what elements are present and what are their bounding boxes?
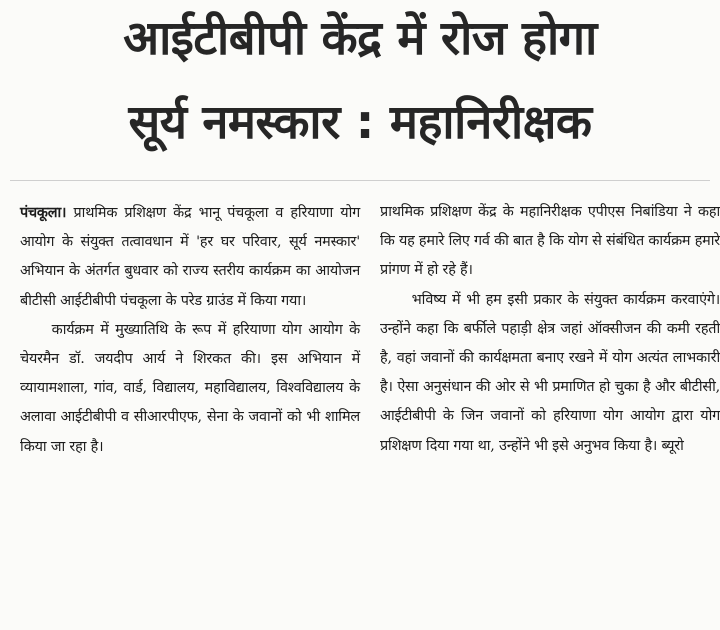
article-paragraph: कार्यक्रम में मुख्यातिथि के रूप में हरियाणा योग आयोग के चेयरमैन डॉ. जयदीप आर्य ने शिरकत की। इस अभियान में व्यायामशाला, गांव, वार्ड, विद्यालय, महाविद्यालय, विश्वविद्यालय के अलावा आईटीबीपी व सीआरपीएफ, सेना के जवानों को भी शामिल किया जा रहा है। [20,321,360,455]
article-paragraph: प्राथमिक प्रशिक्षण केंद्र के महानिरीक्षक एपीएस निबांडिया ने कहा कि यह हमारे लिए गर्व की बात है कि योग से संबंधित कार्यक्रम हमारे प्रांगण में हो रहे हैं। [380,204,720,279]
article-paragraph [20,198,360,316]
headline-divider [10,180,710,181]
paragraph-text: प्राथमिक प्रशिक्षण केंद्र भानू पंचकूला व हरियाणा योग आयोग के संयुक्त तत्वावधान में 'हर घर परिवार, सूर्य नमस्कार' अभियान के अंतर्गत बुधवार को राज्य स्तरीय कार्यक्रम का आयोजन बीटीसी आईटीबीपी पंचकूला के परेड ग्राउंड में किया गया। [20,205,360,309]
dateline: पंचकूला। [20,204,67,221]
article-paragraph: भविष्य में भी हम इसी प्रकार के संयुक्त कार्यक्रम करवाएंगे। उन्होंने कहा कि बर्फीले पहाड़ी क्षेत्र जहां ऑक्सीजन की कमी रहती है, वहां जवानों की कार्यक्षमता बनाए रखने में योग अत्यंत लाभकारी है। ऐसा अनुसंधान की ओर से भी प्रमाणित हो चुका है और बीटीसी, आईटीबीपी के जिन जवानों को हरियाणा योग आयोग द्वारा योग प्रशिक्षण दिया गया था, उन्होंने भी इसे अनुभव किया है। ब्यूरो [380,291,720,454]
headline-line-1: आईटीबीपी केंद्र में रोज होगा [123,11,597,66]
headline-line-2: सूर्य नमस्कार : महानिरीक्षक [128,95,592,150]
article-column-left [20,198,360,462]
article-column-right [380,198,720,461]
